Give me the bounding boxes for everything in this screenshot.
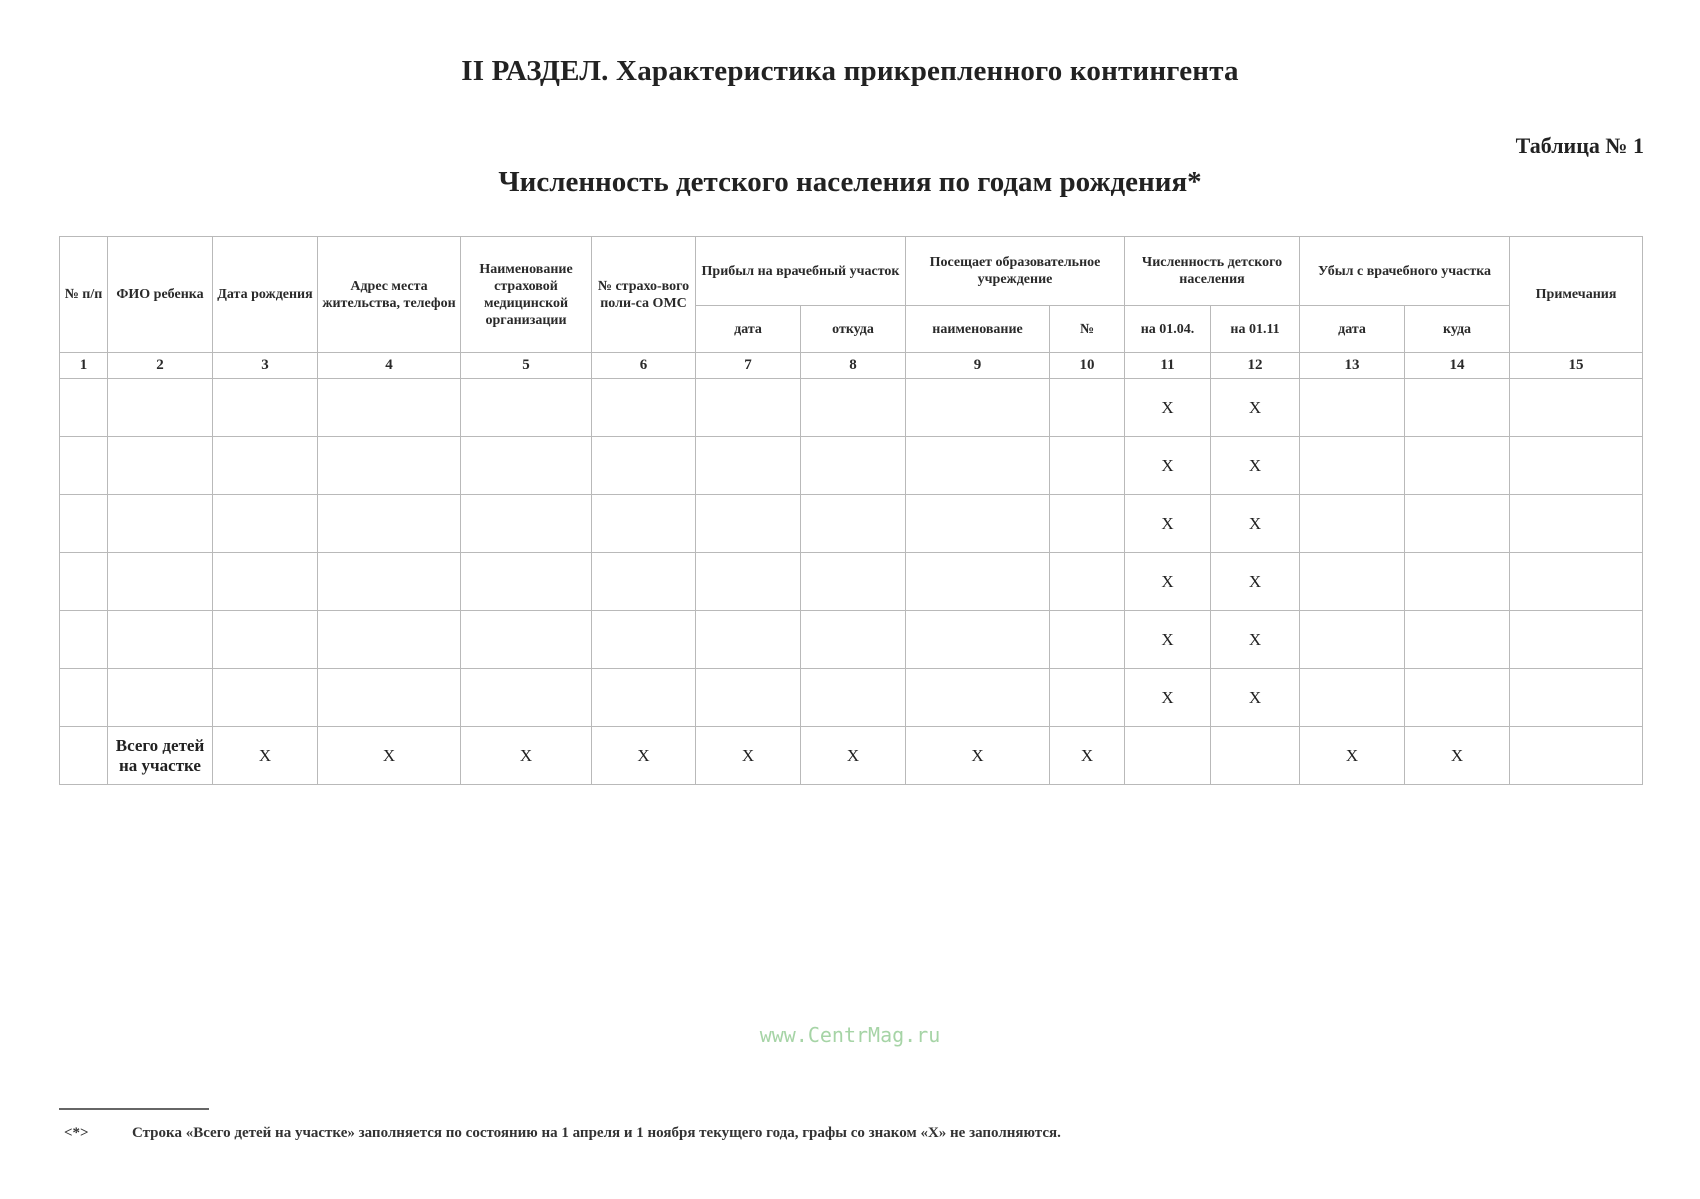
- table-row: [60, 437, 1643, 495]
- column-numbers-row: [60, 353, 1643, 379]
- table-cell: X: [1300, 727, 1405, 785]
- table-cell: X: [1125, 495, 1211, 553]
- table-cell: [1050, 495, 1125, 553]
- table-row: [60, 669, 1643, 727]
- table-cell: [1405, 611, 1510, 669]
- table-cell: [696, 553, 801, 611]
- column-number: 10: [1050, 353, 1125, 379]
- table-cell: [1405, 669, 1510, 727]
- table-cell: [801, 553, 906, 611]
- table-cell: X: [461, 727, 592, 785]
- table-cell: [318, 495, 461, 553]
- header-departed-to: куда: [1405, 306, 1510, 353]
- table-cell: [592, 611, 696, 669]
- table-cell: [1300, 611, 1405, 669]
- header-group-population: Численность детского населения: [1125, 237, 1300, 306]
- header-education-name: наименование: [906, 306, 1050, 353]
- total-label: Всего детей на участке: [108, 727, 213, 785]
- header-notes: Примечания: [1510, 237, 1643, 353]
- section-title: II РАЗДЕЛ. Характеристика прикрепленного контингента: [461, 55, 1239, 87]
- table-cell: [906, 495, 1050, 553]
- table-cell: [60, 379, 108, 437]
- table-cell: X: [213, 727, 318, 785]
- table-cell: [592, 495, 696, 553]
- table-cell: [696, 437, 801, 495]
- table-cell: [1300, 669, 1405, 727]
- table-cell: [696, 495, 801, 553]
- table-cell: X: [696, 727, 801, 785]
- table-row: [60, 553, 1643, 611]
- table-cell: X: [1125, 379, 1211, 437]
- table-cell: X: [1211, 495, 1300, 553]
- total-row: [60, 727, 1643, 785]
- table-cell: [696, 379, 801, 437]
- table-cell: [108, 669, 213, 727]
- table-cell: [592, 669, 696, 727]
- table-cell: [213, 669, 318, 727]
- table-cell: [213, 437, 318, 495]
- table-cell: [1510, 727, 1643, 785]
- table-row: [60, 611, 1643, 669]
- table-cell: X: [1405, 727, 1510, 785]
- table-cell: [1510, 553, 1643, 611]
- table-cell: [1510, 379, 1643, 437]
- contingent-table: [59, 236, 1643, 785]
- table-cell: [1510, 437, 1643, 495]
- table-cell: [1510, 669, 1643, 727]
- table-cell: [1510, 495, 1643, 553]
- table-cell: X: [1211, 611, 1300, 669]
- table-cell: [696, 611, 801, 669]
- column-number: 12: [1211, 353, 1300, 379]
- table-cell: [60, 727, 108, 785]
- header-policy: № страхо-вого поли-са ОМС: [592, 237, 696, 353]
- header-birth-date: Дата рождения: [213, 237, 318, 353]
- table-cell: X: [1211, 669, 1300, 727]
- table-cell: X: [1125, 611, 1211, 669]
- footnote: [64, 1125, 1624, 1142]
- table-cell: [461, 495, 592, 553]
- column-number: 3: [213, 353, 318, 379]
- table-cell: [801, 669, 906, 727]
- column-number: 14: [1405, 353, 1510, 379]
- table-cell: [108, 611, 213, 669]
- column-number: 8: [801, 353, 906, 379]
- table-cell: [461, 669, 592, 727]
- header-arrived-date: дата: [696, 306, 801, 353]
- column-number: 11: [1125, 353, 1211, 379]
- header-education-number: №: [1050, 306, 1125, 353]
- table-cell: [1405, 495, 1510, 553]
- table-cell: [1300, 495, 1405, 553]
- table-cell: [1125, 727, 1211, 785]
- header-arrived-from: откуда: [801, 306, 906, 353]
- table-cell: [60, 553, 108, 611]
- table-cell: X: [801, 727, 906, 785]
- table-cell: [1211, 727, 1300, 785]
- table-cell: [60, 669, 108, 727]
- table-cell: [318, 669, 461, 727]
- table-cell: [1405, 437, 1510, 495]
- column-number: 4: [318, 353, 461, 379]
- table-cell: X: [1211, 379, 1300, 437]
- table-cell: [60, 495, 108, 553]
- table-cell: [906, 437, 1050, 495]
- table-cell: [108, 495, 213, 553]
- table-cell: X: [1211, 437, 1300, 495]
- table-cell: [906, 611, 1050, 669]
- table-cell: [1300, 379, 1405, 437]
- table-cell: [801, 611, 906, 669]
- table-cell: X: [1125, 553, 1211, 611]
- column-number: 7: [696, 353, 801, 379]
- table-cell: [801, 379, 906, 437]
- table-cell: [318, 553, 461, 611]
- table-cell: [60, 611, 108, 669]
- table-cell: X: [1211, 553, 1300, 611]
- table-cell: X: [906, 727, 1050, 785]
- header-population-0104: на 01.04.: [1125, 306, 1211, 353]
- table-cell: [801, 437, 906, 495]
- footnote-text: Строка «Всего детей на участке» заполняется по состоянию на 1 апреля и 1 ноября текущего года, графы со знаком «X» не заполняются.: [132, 1125, 1061, 1141]
- table-cell: [461, 437, 592, 495]
- table-cell: [108, 553, 213, 611]
- table-cell: [213, 553, 318, 611]
- column-number: 1: [60, 353, 108, 379]
- table-row: [60, 495, 1643, 553]
- column-number: 5: [461, 353, 592, 379]
- table-row: [60, 379, 1643, 437]
- table-cell: X: [318, 727, 461, 785]
- table-number: Таблица № 1: [1515, 133, 1644, 158]
- table-title: Численность детского населения по годам рождения*: [498, 166, 1202, 198]
- header-group-departed: Убыл с врачебного участка: [1300, 237, 1510, 306]
- table-cell: [1300, 553, 1405, 611]
- header-departed-date: дата: [1300, 306, 1405, 353]
- table-cell: [1050, 669, 1125, 727]
- table-cell: [592, 437, 696, 495]
- footnote-marker: <*>: [64, 1125, 89, 1141]
- header-population-0111: на 01.11: [1211, 306, 1300, 353]
- table-cell: [1300, 437, 1405, 495]
- header-number: № п/п: [60, 237, 108, 353]
- table-cell: [592, 379, 696, 437]
- table-cell: [906, 669, 1050, 727]
- table-cell: [213, 379, 318, 437]
- table-cell: X: [592, 727, 696, 785]
- table-cell: [1050, 611, 1125, 669]
- table-cell: X: [1125, 669, 1211, 727]
- header-child-name: ФИО ребенка: [108, 237, 213, 353]
- table-cell: [461, 553, 592, 611]
- table-cell: [906, 553, 1050, 611]
- header-group-arrived: Прибыл на врачебный участок: [696, 237, 906, 306]
- table-cell: X: [1125, 437, 1211, 495]
- table-cell: [213, 495, 318, 553]
- column-number: 2: [108, 353, 213, 379]
- column-number: 15: [1510, 353, 1643, 379]
- header-address: Адрес места жительства, телефон: [318, 237, 461, 353]
- table-cell: [108, 379, 213, 437]
- footnote-divider: [59, 1108, 209, 1110]
- table-cell: [801, 495, 906, 553]
- table-cell: [318, 379, 461, 437]
- header-insurer: Наименование страховой медицинской организации: [461, 237, 592, 353]
- table-cell: [1050, 553, 1125, 611]
- table-cell: [108, 437, 213, 495]
- table-cell: [592, 553, 696, 611]
- table-cell: [60, 437, 108, 495]
- table-cell: X: [1050, 727, 1125, 785]
- table-cell: [213, 611, 318, 669]
- table-cell: [906, 379, 1050, 437]
- header-group-education: Посещает образовательное учреждение: [906, 237, 1125, 306]
- table-cell: [1405, 379, 1510, 437]
- table-body: [60, 379, 1643, 785]
- table-cell: [1510, 611, 1643, 669]
- table-cell: [696, 669, 801, 727]
- table-cell: [318, 437, 461, 495]
- watermark: www.CentrMag.ru: [759, 1023, 941, 1047]
- table-cell: [1050, 379, 1125, 437]
- column-number: 6: [592, 353, 696, 379]
- table-cell: [1405, 553, 1510, 611]
- column-number: 9: [906, 353, 1050, 379]
- table-cell: [318, 611, 461, 669]
- table-cell: [1050, 437, 1125, 495]
- column-number: 13: [1300, 353, 1405, 379]
- table-cell: [461, 611, 592, 669]
- table-cell: [461, 379, 592, 437]
